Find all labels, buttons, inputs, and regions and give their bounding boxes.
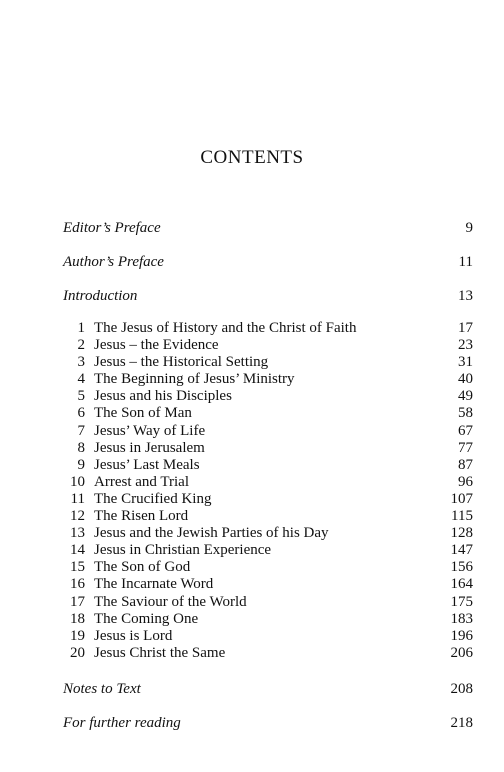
toc-entry-editors-preface <box>63 218 473 238</box>
page-title: CONTENTS <box>200 147 304 168</box>
chapter-page: 175 <box>450 593 473 610</box>
toc-entry-introduction <box>63 286 473 306</box>
chapter-row <box>63 320 473 337</box>
chapter-page: 77 <box>458 439 473 456</box>
toc-entry-label: Author’s Preface <box>63 254 164 270</box>
chapter-number: 8 <box>77 439 85 456</box>
toc-entry-further-reading <box>63 713 473 733</box>
chapter-title: Jesus’ Last Meals <box>94 456 200 473</box>
chapter-number: 16 <box>70 576 85 593</box>
chapter-number: 10 <box>70 473 85 490</box>
chapter-row <box>63 440 473 457</box>
chapter-page: 23 <box>458 337 473 354</box>
chapter-title: Jesus in Jerusalem <box>94 439 205 456</box>
chapter-page: 196 <box>450 627 473 644</box>
chapter-title: The Saviour of the World <box>94 593 247 610</box>
chapter-row <box>63 388 473 405</box>
chapter-number: 4 <box>77 371 85 388</box>
toc-entry-authors-preface <box>63 252 473 272</box>
toc-entry-label: Introduction <box>63 288 138 304</box>
chapter-page: 17 <box>458 320 473 336</box>
chapter-title: The Coming One <box>94 610 199 627</box>
chapter-number: 3 <box>77 354 85 371</box>
chapter-page: 40 <box>458 371 473 388</box>
chapter-title: Jesus – the Historical Setting <box>94 354 269 371</box>
chapter-number: 11 <box>70 490 85 507</box>
chapter-page: 49 <box>458 388 473 405</box>
chapter-title: Jesus Christ the Same <box>94 644 226 661</box>
chapter-row <box>63 542 473 559</box>
chapter-number: 13 <box>70 525 85 542</box>
chapter-row <box>63 611 473 628</box>
chapter-title: Jesus and the Jewish Parties of his Day <box>94 525 329 542</box>
chapter-page: 206 <box>450 644 473 661</box>
chapter-page: 58 <box>458 405 473 422</box>
chapter-title: Jesus in Christian Experience <box>94 542 272 559</box>
chapter-page: 67 <box>458 422 473 439</box>
chapter-page: 147 <box>450 542 473 559</box>
chapter-title: The Beginning of Jesus’ Ministry <box>94 371 295 388</box>
chapter-row <box>63 525 473 542</box>
chapter-page: 115 <box>451 508 473 525</box>
chapter-title: Jesus and his Disciples <box>94 388 232 405</box>
chapter-number: 19 <box>70 627 85 644</box>
chapter-row <box>63 628 473 645</box>
chapter-number: 2 <box>77 337 85 354</box>
chapter-page: 164 <box>450 576 473 593</box>
chapter-row <box>63 405 473 422</box>
chapter-title: Jesus is Lord <box>94 627 173 644</box>
chapter-number: 20 <box>70 644 85 661</box>
chapter-row <box>63 354 473 371</box>
chapter-row <box>63 594 473 611</box>
chapter-title: The Jesus of History and the Christ of Faith <box>94 320 357 336</box>
chapter-number: 15 <box>70 559 85 576</box>
chapter-title: The Son of God <box>94 559 191 576</box>
chapter-number: 18 <box>70 610 85 627</box>
chapter-title: The Incarnate Word <box>94 576 214 593</box>
toc-entry-page: 11 <box>458 254 473 270</box>
chapter-row <box>63 337 473 354</box>
chapter-page: 156 <box>450 559 473 576</box>
chapter-number: 14 <box>70 542 85 559</box>
toc-entry-page: 13 <box>458 288 473 304</box>
chapter-title: The Risen Lord <box>94 508 189 525</box>
chapter-number: 5 <box>77 388 85 405</box>
toc-entry-notes-to-text <box>63 679 473 699</box>
chapter-number: 9 <box>77 456 85 473</box>
chapter-page: 128 <box>450 525 473 542</box>
chapter-title: The Son of Man <box>94 405 192 422</box>
chapter-row <box>63 491 473 508</box>
chapter-title: Arrest and Trial <box>94 473 189 490</box>
chapter-number: 7 <box>77 422 85 439</box>
chapter-row <box>63 371 473 388</box>
chapter-number: 12 <box>70 508 85 525</box>
chapter-row <box>63 645 473 662</box>
chapter-page: 96 <box>458 473 473 490</box>
toc-entry-label: Notes to Text <box>63 681 141 697</box>
toc-entry-label: For further reading <box>63 715 181 731</box>
chapter-title: Jesus’ Way of Life <box>94 422 206 439</box>
chapter-row <box>63 559 473 576</box>
chapter-number: 17 <box>70 593 85 610</box>
chapter-number: 1 <box>77 320 85 336</box>
chapter-row <box>63 457 473 474</box>
chapter-row <box>63 423 473 440</box>
chapter-title: The Crucified King <box>94 490 212 507</box>
chapter-row <box>63 508 473 525</box>
chapter-page: 31 <box>458 354 473 371</box>
toc-entry-page: 9 <box>465 220 473 236</box>
chapter-row <box>63 474 473 491</box>
chapter-title: Jesus – the Evidence <box>94 337 219 354</box>
chapter-number: 6 <box>77 405 85 422</box>
toc-entry-page: 218 <box>450 715 473 731</box>
toc-entry-label: Editor’s Preface <box>63 220 161 236</box>
chapter-row <box>63 576 473 593</box>
chapter-page: 183 <box>450 610 473 627</box>
chapter-page: 87 <box>458 456 473 473</box>
chapter-list <box>63 320 473 662</box>
toc-entry-page: 208 <box>450 681 473 697</box>
chapter-page: 107 <box>450 490 473 507</box>
